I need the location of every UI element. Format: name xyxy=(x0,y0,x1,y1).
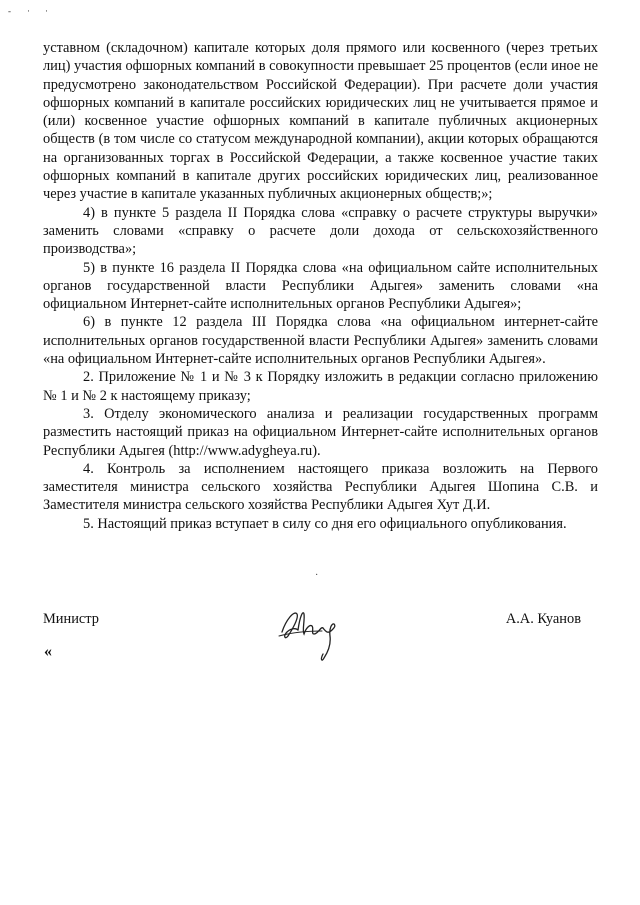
paragraph-continuation: уставном (складочном) капитале которых доля прямого или косвенного (через третьих лиц) участия офшорных компаний в совокупности превышает 25 процентов (если иное не предусмотрено законодательством Российской Федерации). При расчете доли участия офшорных компаний в капитале российских юридических лиц не учитывается прямое и (или) косвенное участие офшорных компаний в капитале публичных акционерных обществ (в том числе со статусом международной компании), акции которых обращаются на организованных торгах в Российской Федерации, а также косвенное участие таких офшорных компаний в капитале других российских юридических лиц, реализованное через участие в капитале указанных публичных акционерных обществ;»; xyxy=(43,40,598,203)
scan-artifact-mark: - xyxy=(8,6,11,16)
paragraph-item-4: 4) в пункте 5 раздела II Порядка слова «справку о расчете структуры выручки» заменить словами «справку о расчете доли дохода от сельскохозяйственного производства»; xyxy=(43,204,598,258)
paragraph-item-5: 5) в пункте 16 раздела II Порядка слова «на официальном сайте исполнительных органов государственной власти Республики Адыгея» заменить словами «на официальном Интернет-сайте исполнительных органов Республики Адыгея»; xyxy=(43,259,598,313)
handwritten-signature xyxy=(276,606,346,666)
paragraph-section-2: 2. Приложение № 1 и № 3 к Порядку изложить в редакции согласно приложению № 1 и № 2 к настоящему приказу; xyxy=(43,369,598,404)
scan-artifact-mark: · xyxy=(27,6,30,16)
paragraph-section-4: 4. Контроль за исполнением настоящего приказа возложить на Первого заместителя министра сельского хозяйства Республики Адыгея Шопина С.В. и Заместителя министра сельского хозяйства Республики Адыгея Хут Д.И. xyxy=(43,460,598,514)
scan-artifact-dot: · xyxy=(315,570,319,581)
signatory-position: Министр xyxy=(43,611,99,627)
paragraph-item-6: 6) в пункте 12 раздела III Порядка слова «на официальном интернет-сайте исполнительных органов государственной власти Республики Адыгея» заменить словами «на официальном Интернет-сайте исполнительных органов Республики Адыгея». xyxy=(43,314,598,368)
signature-block xyxy=(43,606,598,666)
paragraph-section-3: 3. Отделу экономического анализа и реализации государственных программ разместить настоящий приказ на официальном Интернет-сайте исполнительных органов Республики Адыгея (http://www.adygheya.ru). xyxy=(43,405,598,459)
paragraph-section-5: 5. Настоящий приказ вступает в силу со дня его официального опубликования. xyxy=(83,515,567,532)
scan-artifact-mark: · xyxy=(45,6,48,16)
signatory-name: А.А. Куанов xyxy=(505,611,581,627)
document-body xyxy=(43,39,598,533)
quote-mark: « xyxy=(44,643,52,660)
